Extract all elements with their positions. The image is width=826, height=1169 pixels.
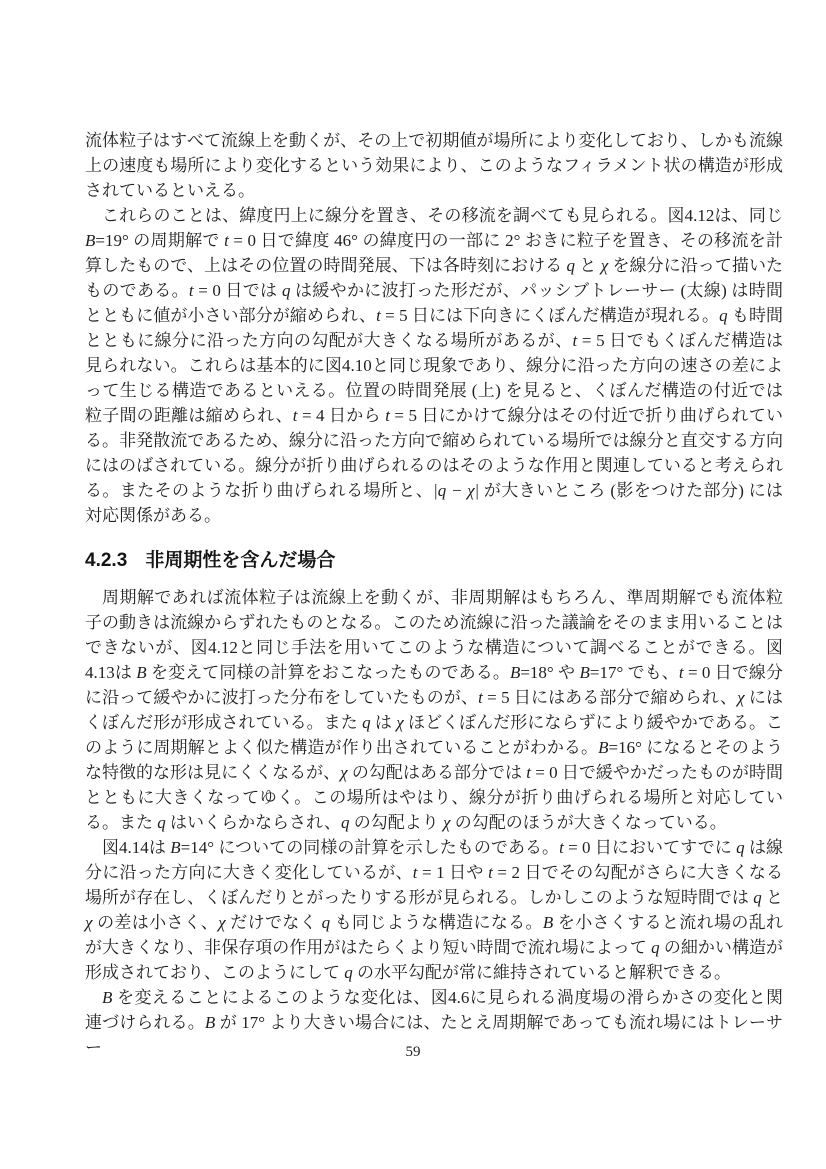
text-run: = 0 日においてすでに (563, 838, 737, 857)
text-run: だけでなく (225, 913, 322, 932)
section-number: 4.2.3 (85, 550, 128, 571)
math-variable: q (344, 963, 353, 982)
text-run: = 4 日から (297, 406, 386, 425)
math-variable: χ (600, 256, 609, 275)
math-variable: B (509, 663, 521, 682)
paragraph (85, 203, 783, 528)
text-run: = 0 日で緩やかだったものが時間とともに大きくなってゆく。この場所はやはり、線分が折り曲げられる場所と対応している。また (85, 763, 783, 832)
math-variable: B (85, 231, 96, 250)
text-run: =14° についての同様の計算を示したものである。 (180, 838, 560, 857)
text-run: を小さくすると流れ場の乱れが大きくなり、非保存項の作用がはたらくより短い時間で流れ場によって (85, 913, 784, 957)
math-variable: χ (737, 688, 745, 707)
math-variable: q (362, 713, 371, 732)
text-run: にはくぼんだ形が形成されている。また (85, 688, 784, 732)
text-run: の差は小さく、 (92, 913, 219, 932)
text-run: と (575, 256, 601, 275)
text-run: は緩やかに波打った形だが、パッシブトレーサー (太線) は時間とともに値が小さい部分が縮められ、 (85, 281, 784, 325)
text-run: を変えて同様の計算をおこなったものである。 (146, 663, 510, 682)
math-variable: q (341, 813, 350, 832)
text-run: は線分に沿った方向に大きく変化しているが、 (85, 838, 784, 882)
math-variable: B (136, 663, 147, 682)
text-run: = 5 日にはある部分で縮められ、 (482, 688, 738, 707)
body-text (85, 128, 783, 1060)
text-run: 流体粒子はすべて流線上を動くが、その上で初期値が場所により変化しており、しかも流線上の速度も場所により変化するという効果により、このようなフィラメント状の構造が形成されているといえる。 (85, 131, 783, 200)
math-variable: B (542, 913, 554, 932)
math-variable: t (488, 863, 493, 882)
text-run: = 5 日でもくぼんだ構造は見られない。これらは基本的に図4.10と同じ現象であり、線分に沿った方向の速さの差によって生じる構造であるといえる。位置の時間発展 (上) を見ると、くぼんだ構造の付近では粒子間の距離は縮められ、 (85, 331, 783, 425)
text-run: の勾配のほうが大きくなっている。 (450, 813, 727, 832)
math-variable: t (478, 688, 483, 707)
page-number: 59 (405, 1044, 421, 1060)
math-variable: q (651, 938, 660, 957)
math-variable: |q − χ| (433, 481, 480, 500)
math-variable: B (598, 738, 609, 757)
math-variable: t (559, 838, 564, 857)
math-variable: q (321, 913, 331, 932)
math-variable: χ (218, 913, 226, 932)
section-title: 非周期性を含んだ場合 (145, 550, 336, 571)
text-run: と (761, 888, 784, 907)
text-run: も時間とともに線分に沿った方向の勾配が大きくなる場所があるが、 (85, 306, 784, 350)
text-run: = 0 日では (193, 281, 282, 300)
math-variable: t (292, 406, 298, 425)
text-run: の細かい構造が形成されており、このようにして (85, 938, 783, 982)
math-variable: q (281, 281, 291, 300)
text-run: =18° や (520, 663, 580, 682)
math-variable: χ (443, 813, 451, 832)
paragraph (85, 835, 783, 985)
math-variable: q (566, 256, 576, 275)
math-variable: χ (85, 913, 93, 932)
math-variable: B (102, 988, 113, 1007)
math-variable: t (385, 406, 390, 425)
math-variable: q (753, 888, 762, 907)
text-run: = 5 日にかけて線分はその付近で折り曲げられている。非発散流であるため、線分に沿った方向で縮められている場所では線分と直交する方向にはのばされている。線分が折り曲げられるのはそのような作用と関連していると考えられる。またそのような折り曲げられる場所と、 (85, 406, 783, 500)
math-variable: B (204, 1013, 216, 1032)
text-run: = 0 日で緯度 46° の緯度円の一部に 2° おきに粒子を置き、その移流を計算したもので、上はその位置の時間発展、下は各時刻における (85, 231, 783, 275)
math-variable: q (719, 306, 728, 325)
text-run: の水平勾配が常に維持されていると解釈できる。 (352, 963, 731, 982)
text-run: の勾配はある部分では (347, 763, 527, 782)
text-run: を線分に沿って描いたものである。 (85, 256, 783, 300)
math-variable: t (376, 306, 381, 325)
text-run: 周期解であれば流体粒子は流線上を動くが、非周期解はもちろん、準周期解でも流体粒子の動きは流線からずれたものとなる。このため流線に沿った議論をそのまま用いることはできないが、図4.12と同じ手法を用いてこのような構造について調べることができる。図4.13は (85, 588, 783, 682)
text-run: は (370, 713, 397, 732)
math-variable: t (412, 863, 418, 882)
text-run: = 0 日で線分に沿って緩やかに波打った分布をしていたものが、 (85, 663, 784, 707)
text-run: これらのことは、緯度円上に線分を置き、その移流を調べても見られる。図4.12は、同じ (102, 206, 783, 225)
text-run: を変えることによるこのような変化は、図4.6に見られる渦度場の滑らかさの変化と関連づけられる。 (85, 988, 783, 1032)
math-variable: χ (340, 763, 348, 782)
math-variable: t (572, 331, 578, 350)
text-run: 図4.14は (102, 838, 171, 857)
math-variable: B (170, 838, 181, 857)
text-run: =19° の周期解で (95, 231, 225, 250)
math-variable: q (157, 813, 166, 832)
text-run: の勾配より (349, 813, 444, 832)
math-variable: χ (396, 713, 404, 732)
text-run: ほどくぼんだ形にならずにより緩やかである。このように周期解とよく似た構造が作り出されていることがわかる。 (85, 713, 784, 757)
text-run: が大きいところ (影をつけた部分) には対応関係がある。 (85, 481, 783, 525)
math-variable: B (579, 663, 590, 682)
text-run: はいくらかならされ、 (165, 813, 342, 832)
section-heading (85, 548, 783, 573)
math-variable: t (526, 763, 531, 782)
text-run: も同じような構造になる。 (330, 913, 543, 932)
text-run: =17° でも、 (589, 663, 679, 682)
text-run: = 1 日や (417, 863, 489, 882)
paragraph (85, 585, 783, 835)
text-run: = 2 日でその勾配がさらに大きくなる場所が存在し、くぼんだりとがったりする形が見られる。しかしこのような短時間では (85, 863, 783, 907)
text-run: =16° になるとそのような特徴的な形は見にくくなるが、 (85, 738, 784, 782)
math-variable: q (736, 838, 745, 857)
text-run: が 17° より大きい場合には、たとえ周期解であっても流れ場にはトレーサー (85, 1013, 783, 1057)
text-run: = 5 日には下向きにくぼんだ構造が現れる。 (380, 306, 720, 325)
math-variable: t (188, 281, 194, 300)
math-variable: t (678, 663, 684, 682)
paragraph (85, 128, 783, 203)
math-variable: t (224, 231, 229, 250)
